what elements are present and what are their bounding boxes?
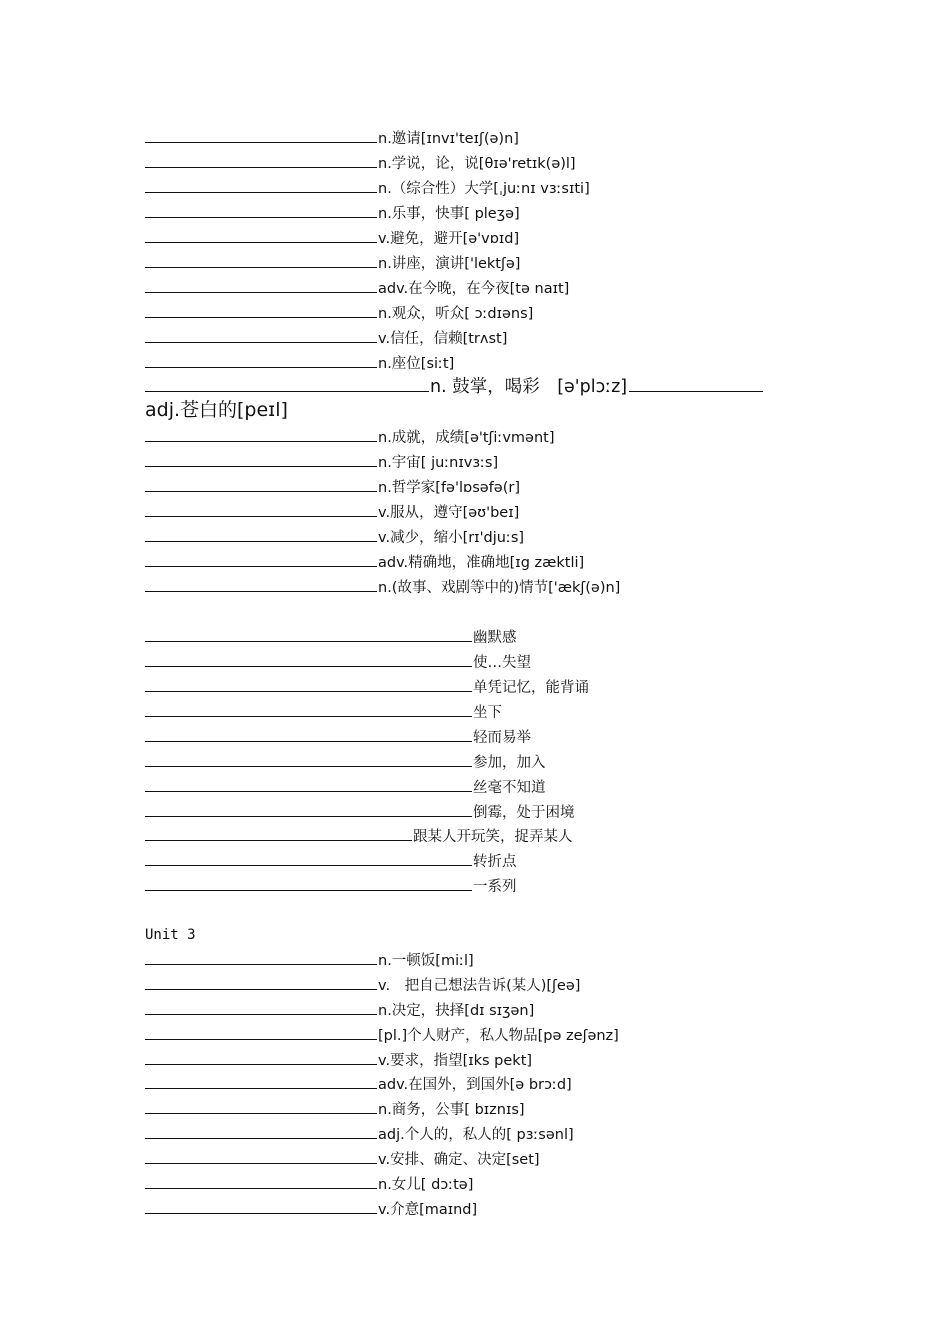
answer-blank[interactable] bbox=[145, 874, 472, 891]
vocab-definition: adv.在今晚，在今夜[tə naɪt] bbox=[378, 281, 570, 297]
vocab-row bbox=[145, 1023, 619, 1045]
answer-blank[interactable] bbox=[145, 450, 377, 467]
answer-blank[interactable] bbox=[145, 824, 412, 841]
vocab-definition: n.讲座，演讲['lektʃə] bbox=[378, 256, 521, 272]
vocab-definition: n.邀请[ɪnvɪ'teɪʃ(ə)n] bbox=[378, 131, 519, 147]
vocab-definition: v. 把自己想法告诉(某人)[ʃeə] bbox=[378, 978, 581, 994]
vocab-row bbox=[145, 176, 590, 198]
vocab-definition: n.（综合性）大学[ˌjuːnɪ vɜːsɪti] bbox=[378, 181, 590, 197]
answer-blank[interactable] bbox=[145, 575, 377, 592]
vocab-row bbox=[145, 1072, 572, 1094]
answer-blank[interactable] bbox=[145, 1147, 377, 1164]
answer-blank[interactable] bbox=[145, 425, 377, 442]
vocab-definition: [pl.]个人财产，私人物品[pə zeʃənz] bbox=[378, 1028, 619, 1044]
answer-blank[interactable] bbox=[145, 500, 377, 517]
answer-blank[interactable] bbox=[629, 375, 763, 392]
phrase-meaning: 倒霉，处于困境 bbox=[473, 805, 575, 821]
vocab-definition: n.成就，成绩[ə'tʃiːvmənt] bbox=[378, 430, 555, 446]
vocab-row bbox=[145, 575, 620, 597]
vocab-definition: n.宇宙[ juːnɪvɜːs] bbox=[378, 455, 499, 471]
vocab-definition: n.决定，抉择[dɪ sɪʒən] bbox=[378, 1003, 535, 1019]
vocab-row bbox=[145, 1172, 473, 1194]
answer-blank[interactable] bbox=[145, 700, 472, 717]
vocab-row bbox=[145, 475, 520, 497]
answer-blank[interactable] bbox=[145, 1048, 377, 1065]
vocab-row bbox=[145, 301, 533, 323]
phrase-row bbox=[145, 750, 546, 772]
phrase-meaning: 使…失望 bbox=[473, 655, 531, 671]
answer-blank[interactable] bbox=[145, 126, 377, 143]
vocab-definition: v.减少，缩小[rɪ'djuːs] bbox=[378, 530, 525, 546]
vocab-row bbox=[145, 276, 569, 298]
answer-blank[interactable] bbox=[145, 176, 377, 193]
vocab-definition: adj.个人的，私人的[ pɜːsənl] bbox=[378, 1127, 574, 1143]
phrase-meaning: 转折点 bbox=[473, 854, 517, 870]
answer-blank[interactable] bbox=[145, 375, 429, 392]
answer-blank[interactable] bbox=[145, 1122, 377, 1139]
vocab-row bbox=[145, 1122, 574, 1144]
vocab-row bbox=[145, 1097, 525, 1119]
phrase-meaning: 参加，加入 bbox=[473, 755, 546, 771]
answer-blank[interactable] bbox=[145, 201, 377, 218]
answer-blank[interactable] bbox=[145, 675, 472, 692]
vocab-definition: adv.在国外，到国外[ə brɔːd] bbox=[378, 1077, 572, 1093]
answer-blank[interactable] bbox=[145, 525, 377, 542]
vocab-row bbox=[145, 226, 519, 248]
answer-blank[interactable] bbox=[145, 1072, 377, 1089]
vocab-row bbox=[145, 251, 520, 273]
answer-blank[interactable] bbox=[145, 800, 472, 817]
answer-blank[interactable] bbox=[145, 725, 472, 742]
vocab-row bbox=[145, 326, 507, 348]
vocab-row bbox=[145, 126, 519, 148]
phrase-meaning: 跟某人开玩笑，捉弄某人 bbox=[413, 829, 573, 845]
vocab-definition: v.信任，信赖[trʌst] bbox=[378, 331, 508, 347]
vocab-definition: n.学说，论，说[θɪə'retɪk(ə)l] bbox=[378, 156, 576, 172]
answer-blank[interactable] bbox=[145, 650, 472, 667]
answer-blank[interactable] bbox=[145, 973, 377, 990]
phrase-meaning: 坐下 bbox=[473, 705, 502, 721]
phrase-row bbox=[145, 650, 531, 672]
vocab-row bbox=[145, 973, 580, 995]
answer-blank[interactable] bbox=[145, 301, 377, 318]
vocab-row bbox=[145, 450, 498, 472]
vocab-definition: n.(故事、戏剧等中的)情节['ækʃ(ə)n] bbox=[378, 580, 621, 596]
vocab-row bbox=[145, 948, 474, 970]
answer-blank[interactable] bbox=[145, 326, 377, 343]
answer-blank[interactable] bbox=[145, 351, 377, 368]
answer-blank[interactable] bbox=[145, 276, 377, 293]
phrase-meaning: 幽默感 bbox=[473, 630, 517, 646]
answer-blank[interactable] bbox=[145, 151, 377, 168]
answer-blank[interactable] bbox=[145, 775, 472, 792]
phrase-row bbox=[145, 775, 546, 797]
vocab-definition: n.女儿[ dɔːtə] bbox=[378, 1177, 474, 1193]
phrase-row bbox=[145, 824, 573, 846]
phrase-row bbox=[145, 874, 517, 896]
vocab-row bbox=[145, 151, 576, 173]
answer-blank[interactable] bbox=[145, 475, 377, 492]
vocab-row bbox=[145, 550, 584, 572]
answer-blank[interactable] bbox=[145, 948, 377, 965]
vocab-row bbox=[145, 500, 519, 522]
phrase-meaning: 轻而易举 bbox=[473, 730, 531, 746]
vocab-definition: n.哲学家[fə'lɒsəfə(r] bbox=[378, 480, 520, 496]
phrase-row bbox=[145, 725, 531, 747]
unit-heading: Unit 3 bbox=[145, 927, 196, 943]
answer-blank[interactable] bbox=[145, 251, 377, 268]
answer-blank[interactable] bbox=[145, 226, 377, 243]
phrase-row bbox=[145, 625, 517, 647]
vocab-definition: n.一顿饭[miːl] bbox=[378, 953, 474, 969]
vocab-definition: v.服从，遵守[əʊ'beɪ] bbox=[378, 505, 520, 521]
vocab-definition: adv.精确地，准确地[ɪg zæktli] bbox=[378, 555, 585, 571]
answer-blank[interactable] bbox=[145, 550, 377, 567]
vocab-definition: n.座位[siːt] bbox=[378, 356, 455, 372]
phrase-row bbox=[145, 849, 517, 871]
phrase-meaning: 丝毫不知道 bbox=[473, 780, 546, 796]
phrase-row bbox=[145, 800, 575, 822]
vocab-definition: v.避免，避开[ə'vɒɪd] bbox=[378, 231, 520, 247]
vocab-definition-pale: adj.苍白的[peɪl] bbox=[145, 399, 288, 421]
answer-blank[interactable] bbox=[145, 1172, 377, 1189]
phrase-row bbox=[145, 675, 589, 697]
vocab-definition: v.要求，指望[ɪks pekt] bbox=[378, 1053, 533, 1069]
vocab-definition: v.介意[maɪnd] bbox=[378, 1202, 478, 1218]
vocab-row-applause bbox=[145, 375, 764, 399]
vocab-definition: v.安排、确定、决定[set] bbox=[378, 1152, 540, 1168]
vocab-row bbox=[145, 425, 555, 447]
vocab-row bbox=[145, 998, 534, 1020]
vocab-row bbox=[145, 201, 520, 223]
phrase-meaning: 单凭记忆，能背诵 bbox=[473, 680, 589, 696]
vocab-definition: n.乐事，快事[ pleʒə] bbox=[378, 206, 520, 222]
vocab-row bbox=[145, 1147, 540, 1169]
answer-blank[interactable] bbox=[145, 625, 472, 642]
phrase-row bbox=[145, 700, 502, 722]
vocab-definition: n.商务，公事[ bɪznɪs] bbox=[378, 1102, 525, 1118]
answer-blank[interactable] bbox=[145, 750, 472, 767]
answer-blank[interactable] bbox=[145, 998, 377, 1015]
vocab-row bbox=[145, 1048, 532, 1070]
vocab-definition: n.观众，听众[ ɔːdɪəns] bbox=[378, 306, 534, 322]
vocab-row bbox=[145, 525, 524, 547]
answer-blank[interactable] bbox=[145, 1097, 377, 1114]
vocab-row bbox=[145, 1197, 477, 1219]
vocab-row bbox=[145, 351, 454, 373]
answer-blank[interactable] bbox=[145, 1197, 377, 1214]
phrase-meaning: 一系列 bbox=[473, 879, 517, 895]
answer-blank[interactable] bbox=[145, 1023, 377, 1040]
vocab-definition: n. 鼓掌，喝彩 [ə'plɔːz] bbox=[430, 377, 628, 397]
answer-blank[interactable] bbox=[145, 849, 472, 866]
